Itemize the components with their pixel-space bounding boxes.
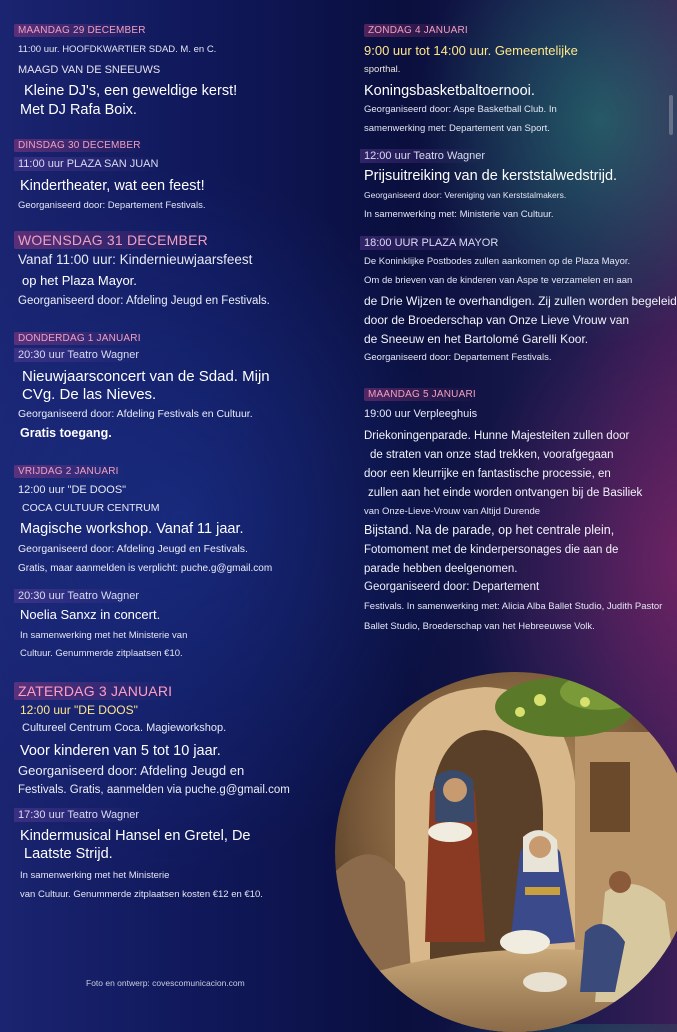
event-title: Magische workshop. Vanaf 11 jaar. — [20, 521, 244, 537]
event-description: zullen aan het einde worden ontvangen bij de Basiliek — [368, 487, 643, 499]
event-title: Kleine DJ's, een geweldige kerst! — [24, 83, 238, 99]
event-organizer: Georganiseerd door: Afdeling Festivals en Cultuur. — [18, 408, 253, 420]
day-heading-jan3: ZATERDAG 3 JANUARI — [14, 682, 176, 700]
event-organizer: Georganiseerd door: Departement — [364, 581, 540, 593]
event-time: 11:00 uur PLAZA SAN JUAN — [14, 157, 162, 171]
event-time: 18:00 UUR PLAZA MAYOR — [360, 236, 502, 250]
event-title: Kindertheater, wat een feest! — [20, 178, 205, 194]
event-organizer: Ballet Studio, Broederschap van het Hebreeuwse Volk. — [364, 621, 595, 632]
event-organizer: samenwerking met: Departement van Sport. — [364, 123, 550, 134]
event-organizer: Festivals. In samenwerking met: Alicia Alba Ballet Studio, Judith Pastor — [364, 601, 663, 612]
event-title: Laatste Strijd. — [24, 846, 113, 862]
event-description: door een kleurrijke en fantastische processie, en — [364, 468, 611, 480]
day-heading-dec30: DINSDAG 30 DECEMBER — [14, 139, 145, 152]
event-time: 12:00 uur Teatro Wagner — [360, 149, 489, 163]
event-title: Voor kinderen van 5 tot 10 jaar. — [20, 743, 221, 759]
event-organizer: In samenwerking met: Ministerie van Cultuur. — [364, 209, 554, 220]
event-description: de Sneeuw en het Bartolomé Garelli Koor. — [364, 332, 589, 346]
event-title: Met DJ Rafa Boix. — [20, 102, 137, 118]
event-organizer: Georganiseerd door: Departement Festivals. — [18, 200, 206, 211]
event-description: Driekoningenparade. Hunne Majesteiten zullen door — [364, 430, 630, 442]
event-time: 11:00 uur. HOOFDKWARTIER SDAD. M. en C. — [18, 44, 217, 55]
event-place: COCA CULTUUR CENTRUM — [22, 502, 160, 514]
event-note: Cultuur. Genummerde zitplaatsen €10. — [20, 648, 183, 659]
day-heading-jan2: VRIJDAG 2 JANUARI — [14, 465, 123, 478]
event-description: De Koninklijke Postbodes zullen aankomen op de Plaza Mayor. — [364, 256, 631, 267]
day-heading-jan1: DONDERDAG 1 JANUARI — [14, 332, 145, 345]
event-time: 17:30 uur Teatro Wagner — [14, 808, 143, 822]
event-description: door de Broederschap van Onze Lieve Vrouw van — [364, 313, 630, 327]
event-organizer: Georganiseerd door: Afdeling Jeugd en — [18, 763, 245, 778]
day-heading-dec31: WOENSDAG 31 DECEMBER — [14, 231, 212, 249]
event-time: 19:00 uur Verpleeghuis — [364, 408, 478, 420]
event-description: Bijstand. Na de parade, op het centrale plein, — [364, 523, 615, 537]
day-heading-dec29: MAANDAG 29 DECEMBER — [14, 24, 150, 37]
event-time: 9:00 uur tot 14:00 uur. Gemeentelijke — [364, 43, 578, 58]
event-organizer: Georganiseerd door: Vereniging van Kerststalmakers. — [364, 190, 567, 200]
event-time: 12:00 uur "DE DOOS" — [20, 703, 138, 717]
event-description: de Drie Wijzen te overhandigen. Zij zullen worden begeleid — [364, 294, 677, 308]
day-heading-jan5: MAANDAG 5 JANUARI — [364, 388, 480, 401]
event-time: 20:30 uur Teatro Wagner — [14, 348, 143, 362]
event-title: Koningsbasketbaltoernooi. — [364, 83, 535, 99]
event-title: Noelia Sanxz in concert. — [20, 607, 161, 622]
event-place: Cultureel Centrum Coca. Magieworkshop. — [22, 722, 227, 734]
event-time: 20:30 uur Teatro Wagner — [14, 589, 143, 603]
event-organizer: Festivals. Gratis, aanmelden via puche.g@gmail.com — [18, 784, 290, 796]
event-organizer: Georganiseerd door: Aspe Basketball Club. In — [364, 104, 557, 115]
event-note: In samenwerking met het Ministerie van — [20, 630, 188, 641]
day-heading-jan4: ZONDAG 4 JANUARI — [364, 24, 472, 37]
event-description: Fotomoment met de kinderpersonages die aan de — [364, 544, 619, 556]
event-description: parade hebben deelgenomen. — [364, 563, 518, 575]
photo-credit: Foto en ontwerp: covescomunicacion.com — [86, 978, 245, 988]
event-note: Gratis toegang. — [20, 426, 112, 440]
scrollbar[interactable] — [669, 95, 673, 135]
event-title: Kindermusical Hansel en Gretel, De — [20, 828, 251, 844]
event-description: van Onze-Lieve-Vrouw van Altijd Durende — [364, 506, 541, 517]
event-note: van Cultuur. Genummerde zitplaatsen kosten €12 en €10. — [20, 889, 263, 900]
event-title: Prijsuitreiking van de kerststalwedstrijd. — [364, 168, 618, 184]
event-organizer: Georganiseerd door: Afdeling Jeugd en Festivals. — [18, 543, 248, 555]
event-description: Om de brieven van de kinderen van Aspe te verzamelen en aan — [364, 275, 633, 286]
event-place: sporthal. — [364, 64, 401, 75]
event-place: MAAGD VAN DE SNEEUWS — [18, 64, 161, 76]
event-time: Vanaf 11:00 uur: Kindernieuwjaarsfeest — [18, 252, 253, 267]
event-organizer: Georganiseerd door: Afdeling Jeugd en Festivals. — [18, 295, 270, 307]
event-title: Nieuwjaarsconcert van de Sdad. Mijn — [22, 368, 270, 385]
event-note: Gratis, maar aanmelden is verplicht: puche.g@gmail.com — [18, 563, 273, 574]
event-time: 12:00 uur "DE DOOS" — [18, 484, 127, 496]
event-description: de straten van onze stad trekken, voorafgegaan — [370, 449, 614, 461]
event-title: CVg. De las Nieves. — [22, 386, 157, 403]
event-organizer: Georganiseerd door: Departement Festivals. — [364, 352, 552, 363]
event-title: op het Plaza Mayor. — [22, 273, 137, 288]
nativity-scene-photo — [335, 672, 677, 1032]
event-note: In samenwerking met het Ministerie — [20, 870, 170, 881]
